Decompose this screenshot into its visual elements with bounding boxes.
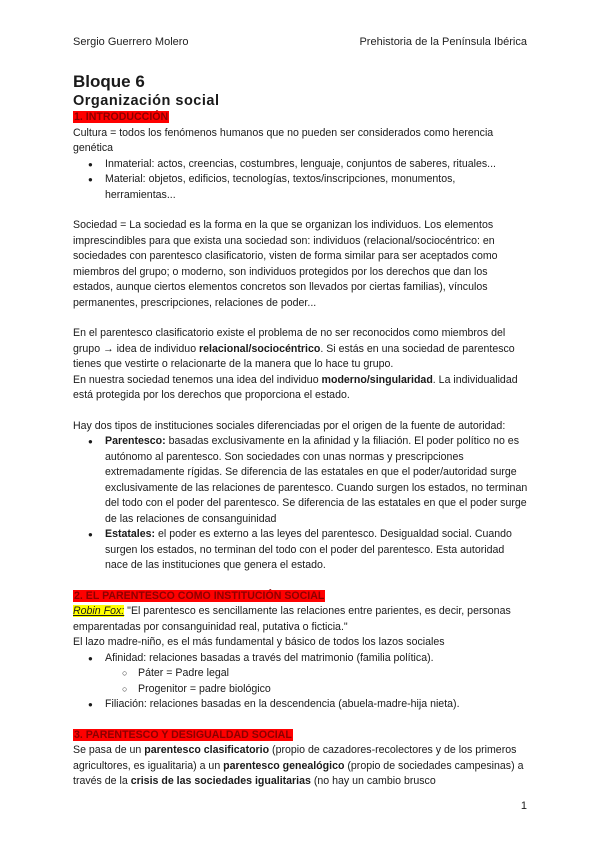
list-item: ● Estatales: el poder es externo a las leyes del parentesco. Desigualdad social. Cuando surgen los estados, no terminan del todo con el poder del parentesco. Esta autoridad nace de las instituciones que genera el estado. (105, 527, 528, 574)
parentesco-paragraph: En el parentesco clasificatorio existe el problema de no ser reconocidos como miembros del grupo → idea de individuo relacional/sociocéntrico. Si estás en una sociedad de parentesco tienes que vestirte o relacionarte de la manera que lo hace tu grupo. (73, 327, 515, 370)
page-subtitle: Organización social (73, 93, 220, 109)
sub-list-item: ○ Progenitor = padre biológico (138, 682, 528, 698)
section-heading-1: 1. INTRODUCCIÓN (74, 111, 169, 123)
cultura-paragraph: Cultura = todos los fenómenos humanos que no pueden ser considerados como herencia genética (73, 126, 494, 154)
instituciones-paragraph: Hay dos tipos de instituciones sociales diferenciadas por el origen de la fuente de autoridad: (73, 419, 506, 432)
header-course: Prehistoria de la Península Ibérica (359, 36, 527, 48)
sociedad-paragraph: Sociedad = La sociedad es la forma en la que se organizan los individuos. Los elementos imprescindibles para que exista una sociedad son: individuos (relacional/sociocéntrico: en sociedades con parentesco clasificatorio, visten de forma similar para ser aceptados como miembros del grupo; o moderno, son individuos protegidos por los derechos que dan los estados, aunque ciertos elementos concretos son llevados por ciertas familias), vínculos permanentes, prescripciones, relaciones de poder... (73, 219, 498, 309)
lazo-paragraph: El lazo madre-niño, es el más fundamental y básico de todos los lazos sociales (73, 636, 445, 648)
section-heading-2: 2. EL PARENTESCO COMO INSTITUCIÓN SOCIAL (74, 589, 325, 602)
header-author: Sergio Guerrero Molero (73, 36, 189, 48)
cultura-list (73, 157, 528, 204)
list-item: ● Inmaterial: actos, creencias, costumbres, lenguaje, conjuntos de saberes, rituales... (105, 157, 528, 173)
quote-paragraph: Robin Fox: "El parentesco es sencillamente las relaciones entre parientes, es decir, personas emparentadas por consanguinidad real, putativa o ficticia." (73, 605, 511, 633)
list-item: ● Material: objetos, edificios, tecnologías, textos/inscripciones, monumentos, herramientas... (105, 172, 528, 203)
sub-list (105, 666, 528, 697)
quote-author: Robin Fox: (73, 605, 125, 617)
list-item: ● Filiación: relaciones basadas en la descendencia (abuela-madre-hija nieta). (105, 697, 528, 713)
individuo-paragraph: En nuestra sociedad tenemos una idea del individuo moderno/singularidad. La individualidad está protegida por los derechos que proporciona el estado. (73, 373, 518, 401)
page-number: 1 (520, 800, 527, 812)
list-item: ● Parentesco: basadas exclusivamente en la afinidad y la filiación. El poder político no es autónomo al parentesco. Son sociedades con unas normas y prescripciones extremadamente rígidas. Se diferencia de las estatales en que el poder/autoridad surge exclusivamente de las relaciones de parentesco. Cuando surgen los estados, no terminan del todo con el poder del parentesco. Se diferencia de las estatales en que el poder surge de las relaciones de consanguinidad (105, 434, 528, 527)
page-content (73, 72, 528, 790)
desigualdad-paragraph: Se pasa de un parentesco clasificatorio (propio de cazadores-recolectores y de los primeros agricultores, es igualitaria) a un parentesco genealógico (propio de sociedades campesinas) a través de la crisis de las sociedades igualitarias (no hay un cambio brusco (73, 744, 524, 787)
list-item: ● Afinidad: relaciones basadas a través del matrimonio (familia política). ○ Páter = Padre legal ○ Progenitor = padre biológico (105, 651, 528, 698)
section-heading-3: 3. PARENTESCO Y DESIGUALDAD SOCIAL (74, 728, 292, 741)
instituciones-list (73, 434, 528, 574)
page-title: Bloque 6 (73, 72, 145, 91)
sub-list-item: ○ Páter = Padre legal (138, 666, 528, 682)
parentesco-list (73, 651, 528, 713)
